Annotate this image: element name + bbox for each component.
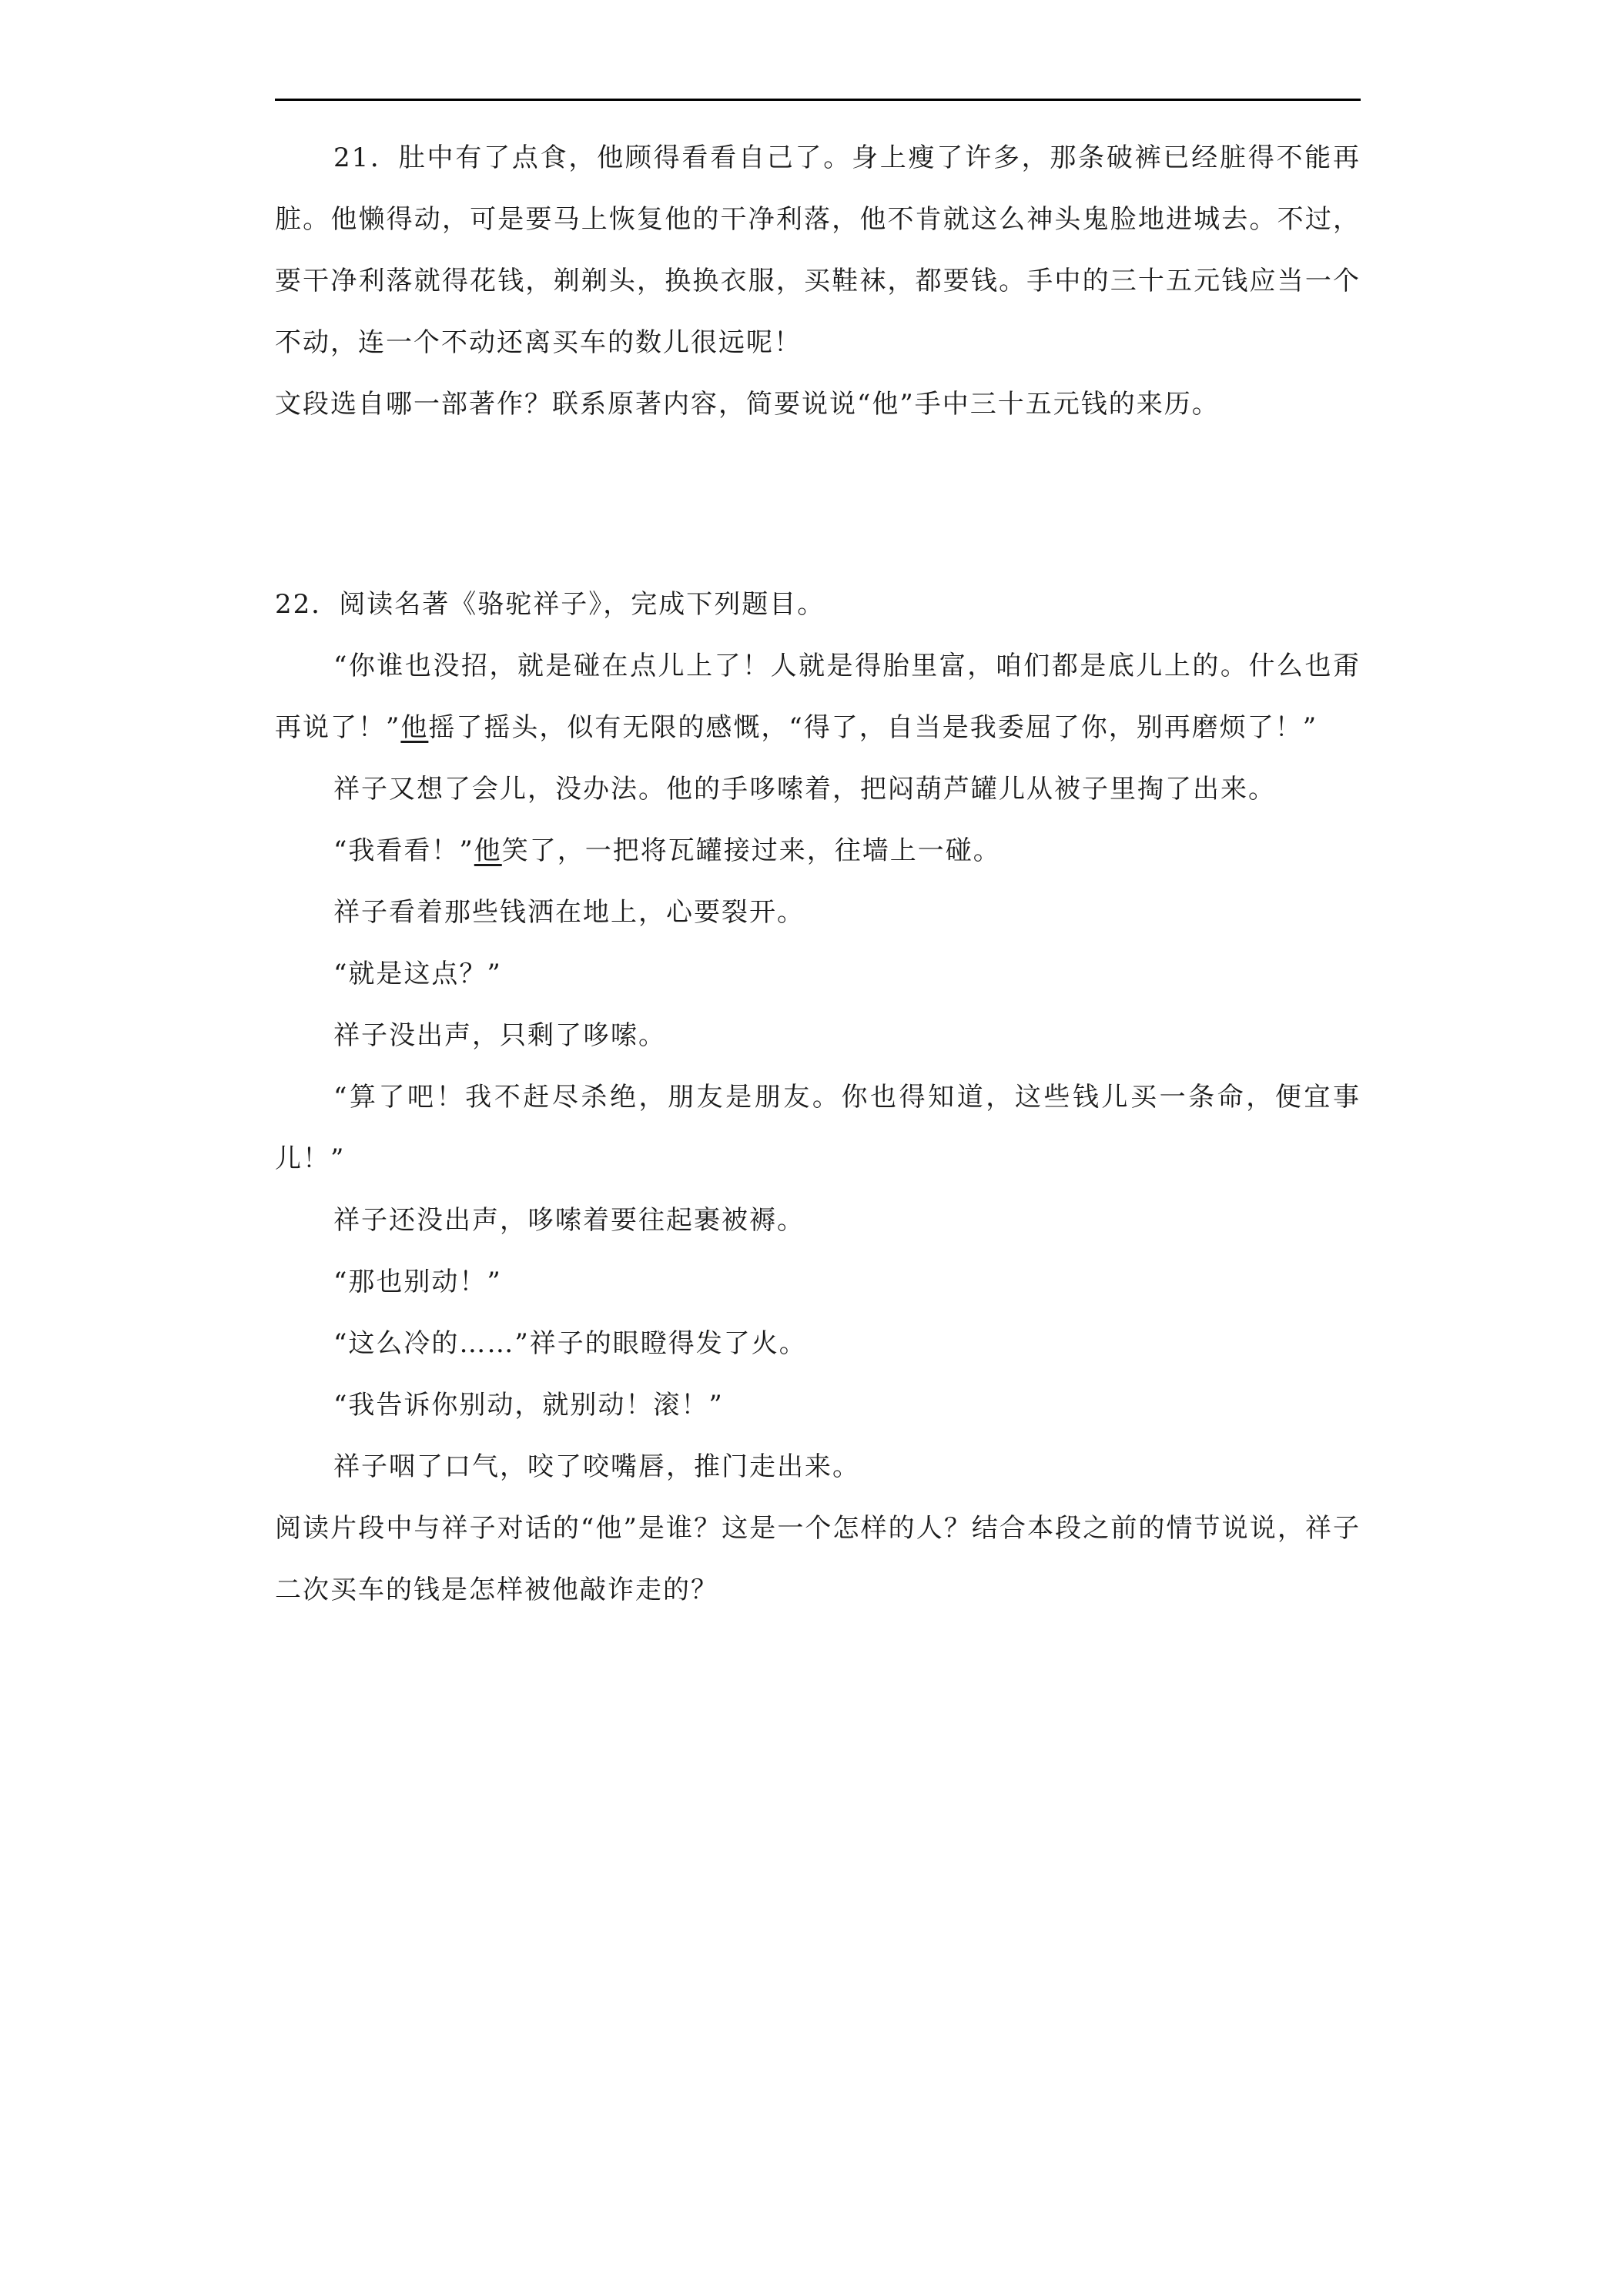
q22-dialogue-1-rest: 摇了摇头，似有无限的感慨，“得了，自当是我委屈了你，别再磨烦了！” [428,712,1318,743]
q21-question: 文段选自哪一部著作？联系原著内容，简要说说“他”手中三十五元钱的来历。 [275,389,1220,420]
q22-dialogue-12: 祥子咽了口气，咬了咬嘴唇，推门走出来。 [333,1451,860,1482]
q22-dialogue-6: 祥子没出声，只剩了哆嗦。 [333,1020,666,1051]
q22-intro: 22．阅读名著《骆驼祥子》，完成下列题目。 [275,589,825,620]
q22-dialogue-1 [275,635,1361,758]
q22-question: 阅读片段中与祥子对话的“他”是谁？这是一个怎样的人？结合本段之前的情节说说，祥子二次买车的钱是怎样被他敲诈走的？ [275,1513,1361,1605]
q22-dialogue-11: “我告诉你别动，就别动！滚！” [333,1390,724,1421]
header-rule [275,99,1361,101]
q22-dialogue-8: 祥子还没出声，哆嗦着要往起裹被褥。 [333,1205,805,1236]
underlined-he: 他 [474,835,502,866]
q22-dialogue-3-rest: 笑了，一把将瓦罐接过来，往墙上一碰。 [501,835,1001,866]
answer-space [275,435,1361,574]
q21-passage: 21．肚中有了点食，他顾得看看自己了。身上瘦了许多，那条破裤已经脏得不能再脏。他懒得动，可是要马上恢复他的干净利落，他不肯就这么神头鬼脸地进城去。不过，要干净利落就得花钱，剃剃头，换换衣服，买鞋袜，都要钱。手中的三十五元钱应当一个不动，连一个不动还离买车的数儿很远呢！ [275,142,1361,358]
q22-dialogue-7: “算了吧！我不赶尽杀绝，朋友是朋友。你也得知道，这些钱儿买一条命，便宜事儿！” [275,1082,1361,1174]
q22-dialogue-3-quote: “我看看！” [333,835,474,866]
underlined-he: 他 [400,712,429,743]
q22-dialogue-3 [275,820,1361,882]
q22-dialogue-5: “就是这点？” [333,959,502,989]
q22-dialogue-9: “那也别动！” [333,1267,502,1297]
q22-dialogue-1-quote: “你谁也没招，就是碰在点儿上了！人就是得胎里富，咱们都是底儿上的。什么也甭再说了！” [275,651,1361,743]
page-content [275,127,1361,1621]
q22-dialogue-2: 祥子又想了会儿，没办法。他的手哆嗦着，把闷葫芦罐儿从被子里掏了出来。 [333,774,1276,805]
q22-dialogue-4: 祥子看着那些钱洒在地上，心要裂开。 [333,897,805,928]
q22-dialogue-10: “这么冷的……”祥子的眼瞪得发了火。 [333,1328,807,1359]
